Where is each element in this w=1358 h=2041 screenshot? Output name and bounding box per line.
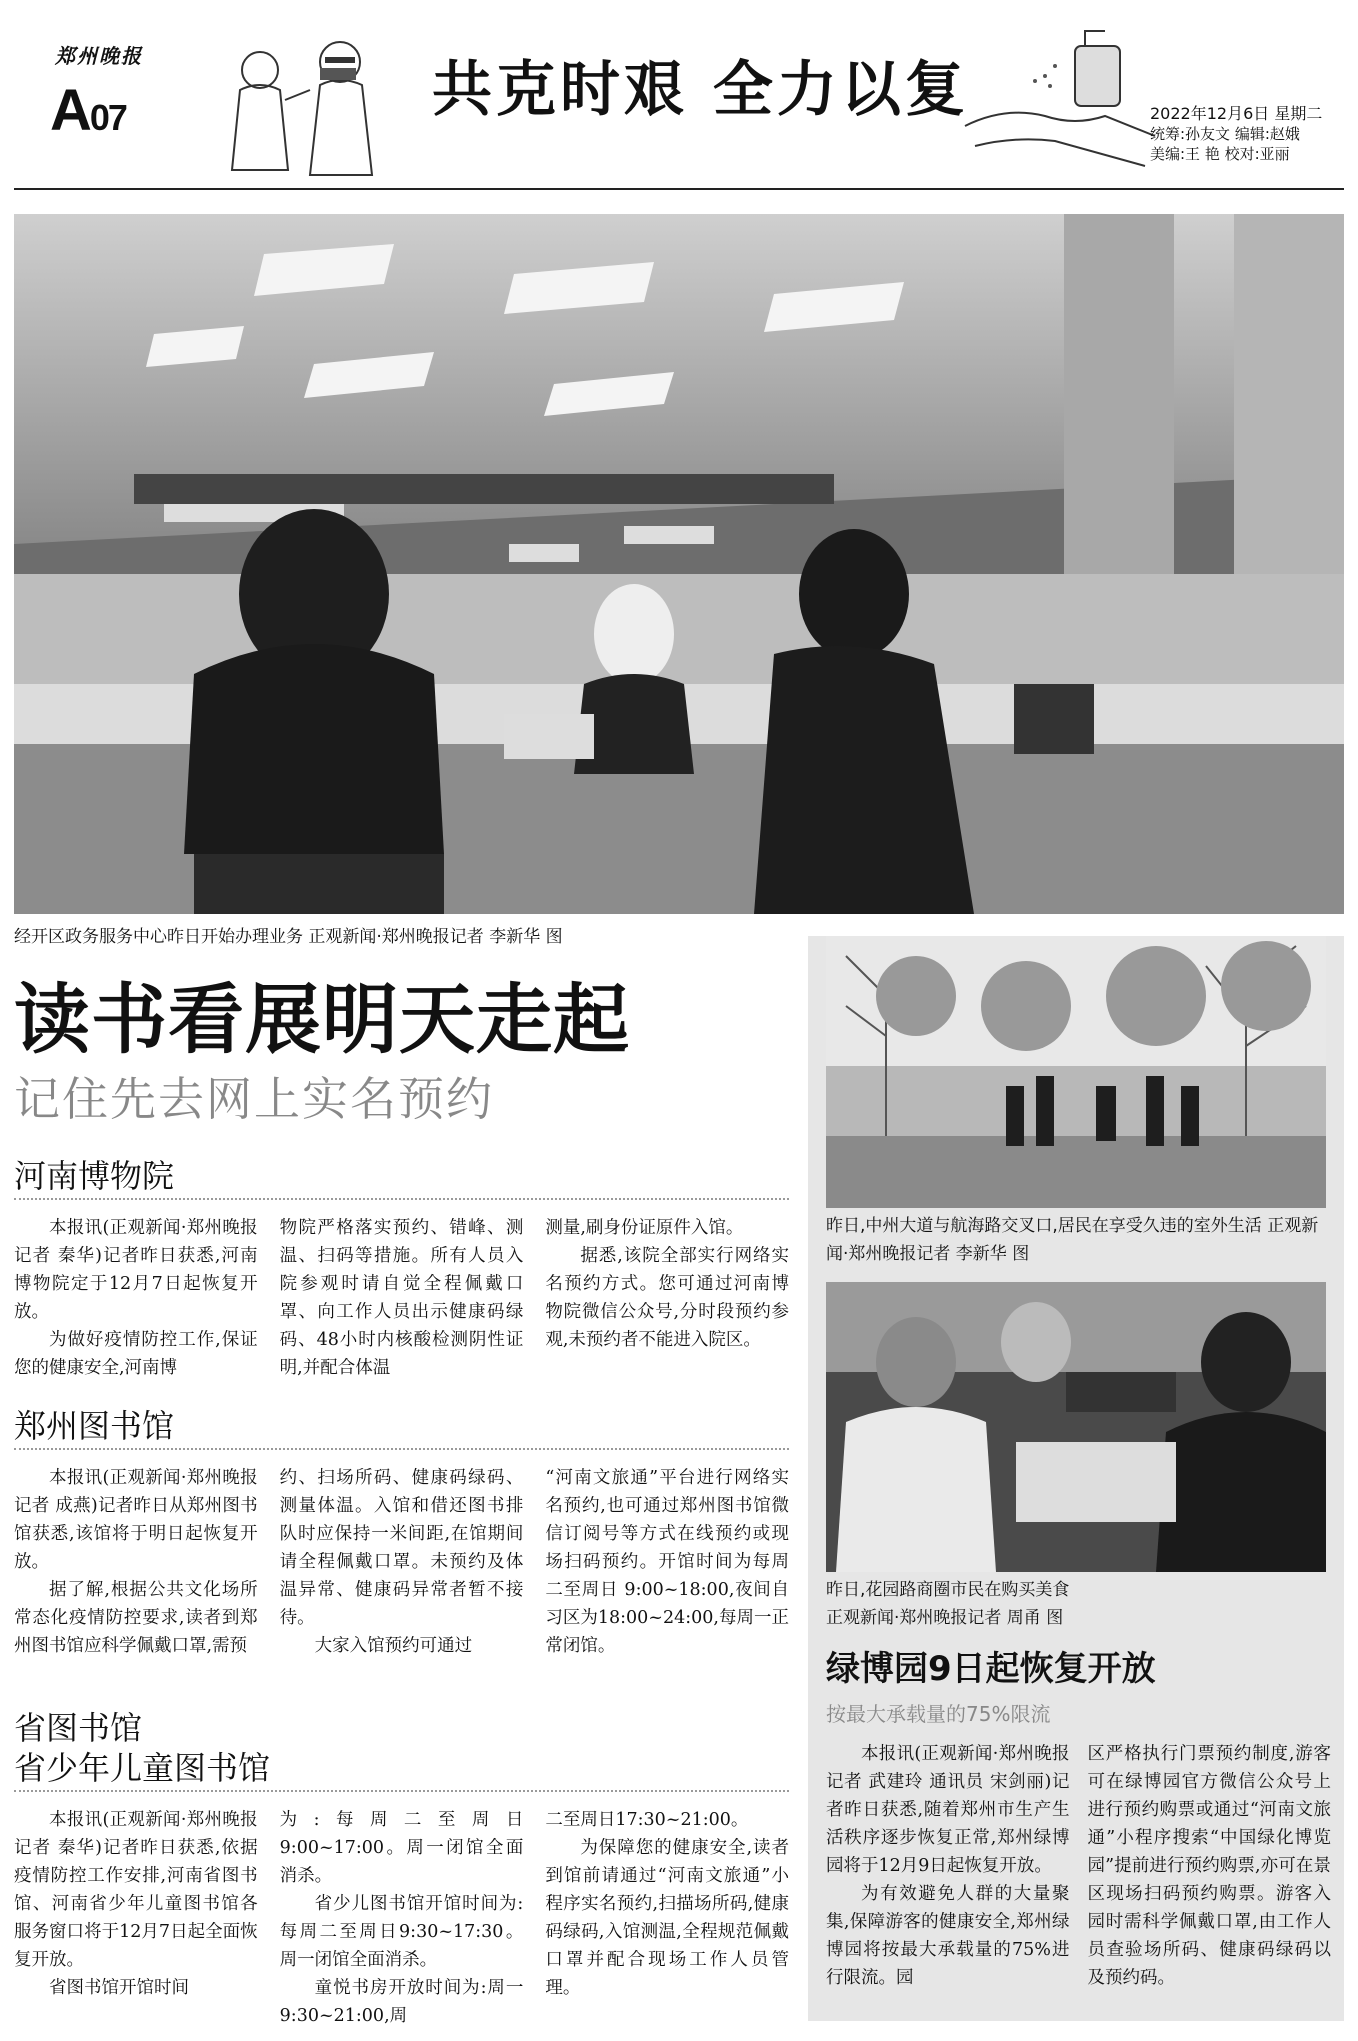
section-title: 郑州图书馆: [14, 1410, 789, 1450]
text-column: 二至周日17:30~21:00。 为保障您的健康安全,读者到馆前请通过“河南文旅通”小程序实名预约,扫描场所码,健康码绿码,入馆测温,全程规范佩戴口罩并配合现场工作人员管理。: [545, 1810, 790, 1998]
main-photo: [14, 214, 1344, 914]
outdoor-photo: [826, 936, 1326, 1208]
page-number: A07: [50, 78, 126, 143]
text-column: 物院严格落实预约、错峰、测温、扫码等措施。所有人员入院参观时请自觉全程佩戴口罩、向工作人员出示健康码绿码、48小时内核酸检测阴性证明,并配合体温: [279, 1218, 524, 1378]
text-column: 本报讯(正观新闻·郑州晚报记者 武建玲 通讯员 宋剑丽)记者昨日获悉,随着郑州市生产生活秩序逐步恢复正常,郑州绿博园将于12月9日起恢复开放。 为有效避免人群的大量聚集,保障游客的健康安全,郑州绿博园将按最大承载量的75%进行限流。园: [826, 1744, 1070, 1988]
outdoor-photo-caption: 昨日,中州大道与航海路交叉口,居民在享受久违的室外生活 正观新闻·郑州晚报记者 李新华 图: [826, 1216, 1319, 1264]
designer-credits: 美编:王 艳 校对:亚丽: [1150, 145, 1290, 163]
section-henan-museum: [14, 1157, 790, 1382]
section-provincial-libraries: [14, 1709, 790, 2030]
food-shopping-photo: [826, 1282, 1326, 1572]
newspaper-logo: 郑州晚报: [55, 44, 143, 68]
text-column: 本报讯(正观新闻·郑州晚报记者 秦华)记者昨日获悉,河南博物院定于12月7日起恢复开放。 为做好疫情防控工作,保证您的健康安全,河南博: [14, 1218, 258, 1378]
sidebar-subheadline: 按最大承载量的75%限流: [826, 1702, 1051, 1726]
article-headline: 读书看展明天走起: [14, 975, 630, 1064]
hand-sanitizer-illustration: [955, 16, 1165, 176]
medical-workers-illustration: [200, 30, 410, 180]
text-column: “河南文旅通”平台进行网络实名预约,也可通过郑州图书馆微信订阅号等方式在线预约或现场扫码预约。开馆时间为每周二至周日 9:00~18:00,夜间自习区为18:00~24:00,每周一正常闭馆。: [545, 1468, 790, 1656]
text-column: 约、扫场所码、健康码绿码、测量体温。入馆和借还图书排队时应保持一米间距,在馆期间请全程佩戴口罩。未预约及体温异常、健康码异常者暂不接待。 大家入馆预约可通过: [279, 1468, 524, 1656]
text-column: 本报讯(正观新闻·郑州晚报记者 成燕)记者昨日从郑州图书馆获悉,该馆将于明日起恢复开放。 据了解,根据公共文化场所常态化疫情防控要求,读者到郑州图书馆应科学佩戴口罩,需预: [14, 1468, 258, 1656]
article-subheadline: 记住先去网上实名预约: [14, 1072, 494, 1126]
section-title: 河南博物院: [14, 1160, 789, 1200]
food-shopping-caption: 昨日,花园路商圈市民在购买美食 正观新闻·郑州晚报记者 周甬 图: [826, 1580, 1070, 1628]
issue-date: 2022年12月6日 星期二: [1150, 104, 1323, 123]
sidebar-headline: 绿博园9日起恢复开放: [826, 1649, 1156, 1689]
page-slogan: 共克时艰 全力以复: [432, 55, 969, 125]
text-column: 本报讯(正观新闻·郑州晚报记者 秦华)记者昨日获悉,依据疫情防控工作安排,河南省图书馆、河南省少年儿童图书馆各服务窗口将于12月7日起全面恢复开放。 省图书馆开馆时间: [14, 1810, 258, 1998]
text-column: 为:每周二至周日9:00~17:00。周一闭馆全面消杀。 省少儿图书馆开馆时间为:每周二至周日9:30~17:30。周一闭馆全面消杀。 童悦书房开放时间为:周一9:30~21:00,周: [279, 1810, 524, 2026]
text-column: 测量,刷身份证原件入馆。 据悉,该院全部实行网络实名预约方式。您可通过河南博物院微信公众号,分时段预约参观,未预约者不能进入院区。: [545, 1218, 790, 1350]
main-photo-caption: 经开区政务服务中心昨日开始办理业务 正观新闻·郑州晚报记者 李新华 图: [14, 927, 563, 947]
sidebar-article: [826, 1740, 1331, 1992]
issue-meta: [1150, 104, 1350, 164]
editor-credits: 统筹:孙友文 编辑:赵娥: [1150, 125, 1300, 143]
text-column: 区严格执行门票预约制度,游客可在绿博园官方微信公众号上进行预约购票或通过“河南文旅通”小程序搜索“中国绿化博览园”提前进行预约购票,亦可在景区现场扫码预约购票。游客入园时需科学佩戴口罩,由工作人员查验场所码、健康码绿码以及预约码。: [1087, 1744, 1331, 1988]
section-title: 省图书馆 省少年儿童图书馆: [14, 1712, 789, 1792]
section-zhengzhou-library: [14, 1407, 790, 1660]
